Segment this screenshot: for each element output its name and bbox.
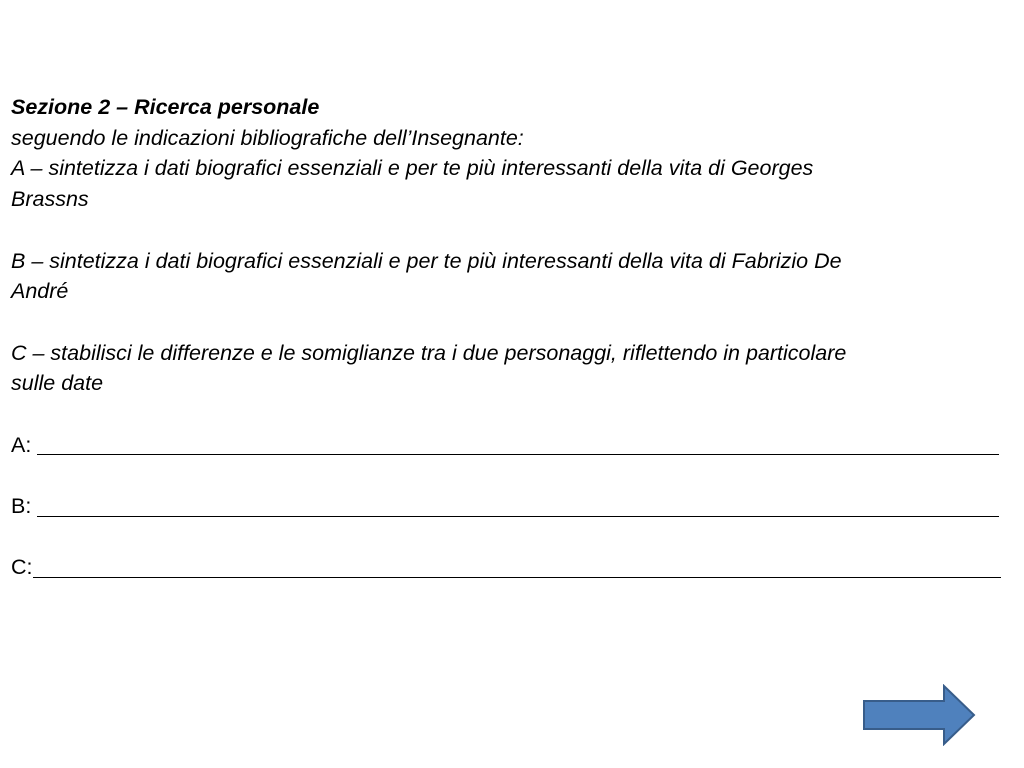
right-arrow-icon[interactable]	[861, 684, 977, 746]
spacer	[11, 460, 1016, 491]
task-c-line-1: C – stabilisci le differenze e le somiglianze tra i due personaggi, riflettendo in particolare	[11, 340, 847, 365]
section-title: Sezione 2 – Ricerca personale	[11, 95, 320, 119]
next-slide-button[interactable]	[861, 684, 977, 746]
answer-a-label: A:	[11, 432, 38, 457]
answer-c-line[interactable]	[33, 553, 1001, 578]
slide-content	[11, 92, 1016, 583]
answer-b-field[interactable]	[11, 491, 1016, 522]
task-c-line-2: sulle date	[11, 371, 104, 396]
task-b-line-2: André	[11, 279, 69, 304]
spacer	[11, 307, 1016, 338]
task-a-line-2: Brassns	[11, 187, 89, 212]
answer-b-line[interactable]	[37, 492, 999, 517]
spacer	[11, 215, 1016, 246]
answer-a-field[interactable]	[11, 430, 1016, 461]
answer-b-label: B:	[11, 494, 38, 519]
task-a-line-1: A – sintetizza i dati biografici essenziali e per te più interessanti della vita di Georges	[11, 156, 814, 181]
answer-c-label: C:	[11, 555, 33, 580]
task-b-line-1: B – sintetizza i dati biografici essenziali e per te più interessanti della vita di Fabrizio De	[11, 248, 842, 273]
section-subtitle: seguendo le indicazioni bibliografiche dell’Insegnante:	[11, 125, 524, 150]
answer-a-line[interactable]	[37, 430, 999, 455]
spacer	[11, 399, 1016, 430]
spacer	[11, 522, 1016, 553]
answer-c-field[interactable]	[11, 552, 1016, 583]
